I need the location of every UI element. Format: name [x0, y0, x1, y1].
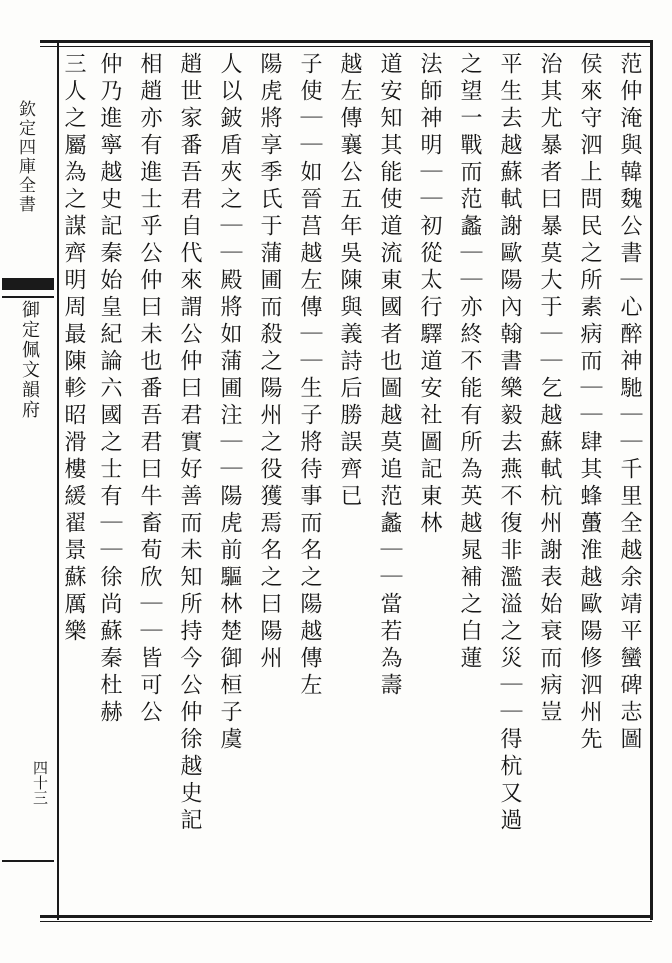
bottom-border-rule-thin	[40, 921, 652, 922]
fold-mark	[2, 278, 54, 290]
text-column: 道安知其能使道流東國者也圖越莫追范蠡｜｜當若為壽	[377, 52, 402, 700]
folio-rule	[2, 860, 54, 862]
text-columns	[60, 52, 648, 910]
right-border-rule	[650, 40, 653, 920]
text-column: 平生去越蘇軾謝歐陽內翰書樂毅去燕不復非濫溢之災｜｜得杭又過	[497, 52, 522, 835]
text-column: 趙世家番吾君自代來謂公仲曰君實好善而未知所持今公仲徐越史記	[177, 52, 202, 835]
top-border-rule-thin	[40, 46, 652, 47]
spine-text: 欽定四庫全書	[15, 100, 35, 214]
page-number: 四十三	[31, 760, 49, 805]
fold-mark-rule	[2, 296, 54, 298]
text-column: 越左傳襄公五年吳陳與義詩后勝誤齊已	[337, 52, 362, 511]
text-column: 子使｜｜如晉莒越左傳｜｜生子將待事而名之陽越傳左	[297, 52, 322, 700]
text-column: 侯來守泗上問民之所素病而｜｜肆其蜂蠆淮越歐陽修泗州先	[577, 52, 602, 754]
text-column: 仲乃進寧越史記秦始皇紀論六國之士有｜｜徐尚蘇秦杜赫	[97, 52, 122, 727]
bottom-border-rule	[40, 915, 652, 918]
top-border-rule	[40, 40, 652, 43]
text-column: 陽虎將享季氏于蒲圃而殺之陽州之役獲焉名之曰陽州	[257, 52, 282, 673]
book-title: 御定佩文韻府	[19, 300, 40, 420]
text-column: 法師神明｜｜初從太行驛道安社圖記東林	[417, 52, 442, 538]
text-column: 相趙亦有進士乎公仲曰未也番吾君曰牛畜荀欣｜｜皆可公	[137, 52, 162, 727]
text-column: 范仲淹與韓魏公書｜心醉神馳｜｜千里全越余靖平蠻碑志圖	[617, 52, 642, 754]
text-column: 人以鈹盾夾之｜｜殿將如蒲圃注｜｜陽虎前驅林楚御桓子虞	[217, 52, 242, 754]
text-column: 之望一戰而范蠡｜｜亦終不能有所為英越晁補之白蓮	[457, 52, 482, 673]
text-column: 治其尤暴者曰暴莫大于｜｜乞越蘇軾杭州謝表始衰而病豈	[537, 52, 562, 727]
text-column: 三人之屬為之謀齊明周最陳軫昭滑樓緩翟景蘇厲樂	[61, 52, 86, 646]
